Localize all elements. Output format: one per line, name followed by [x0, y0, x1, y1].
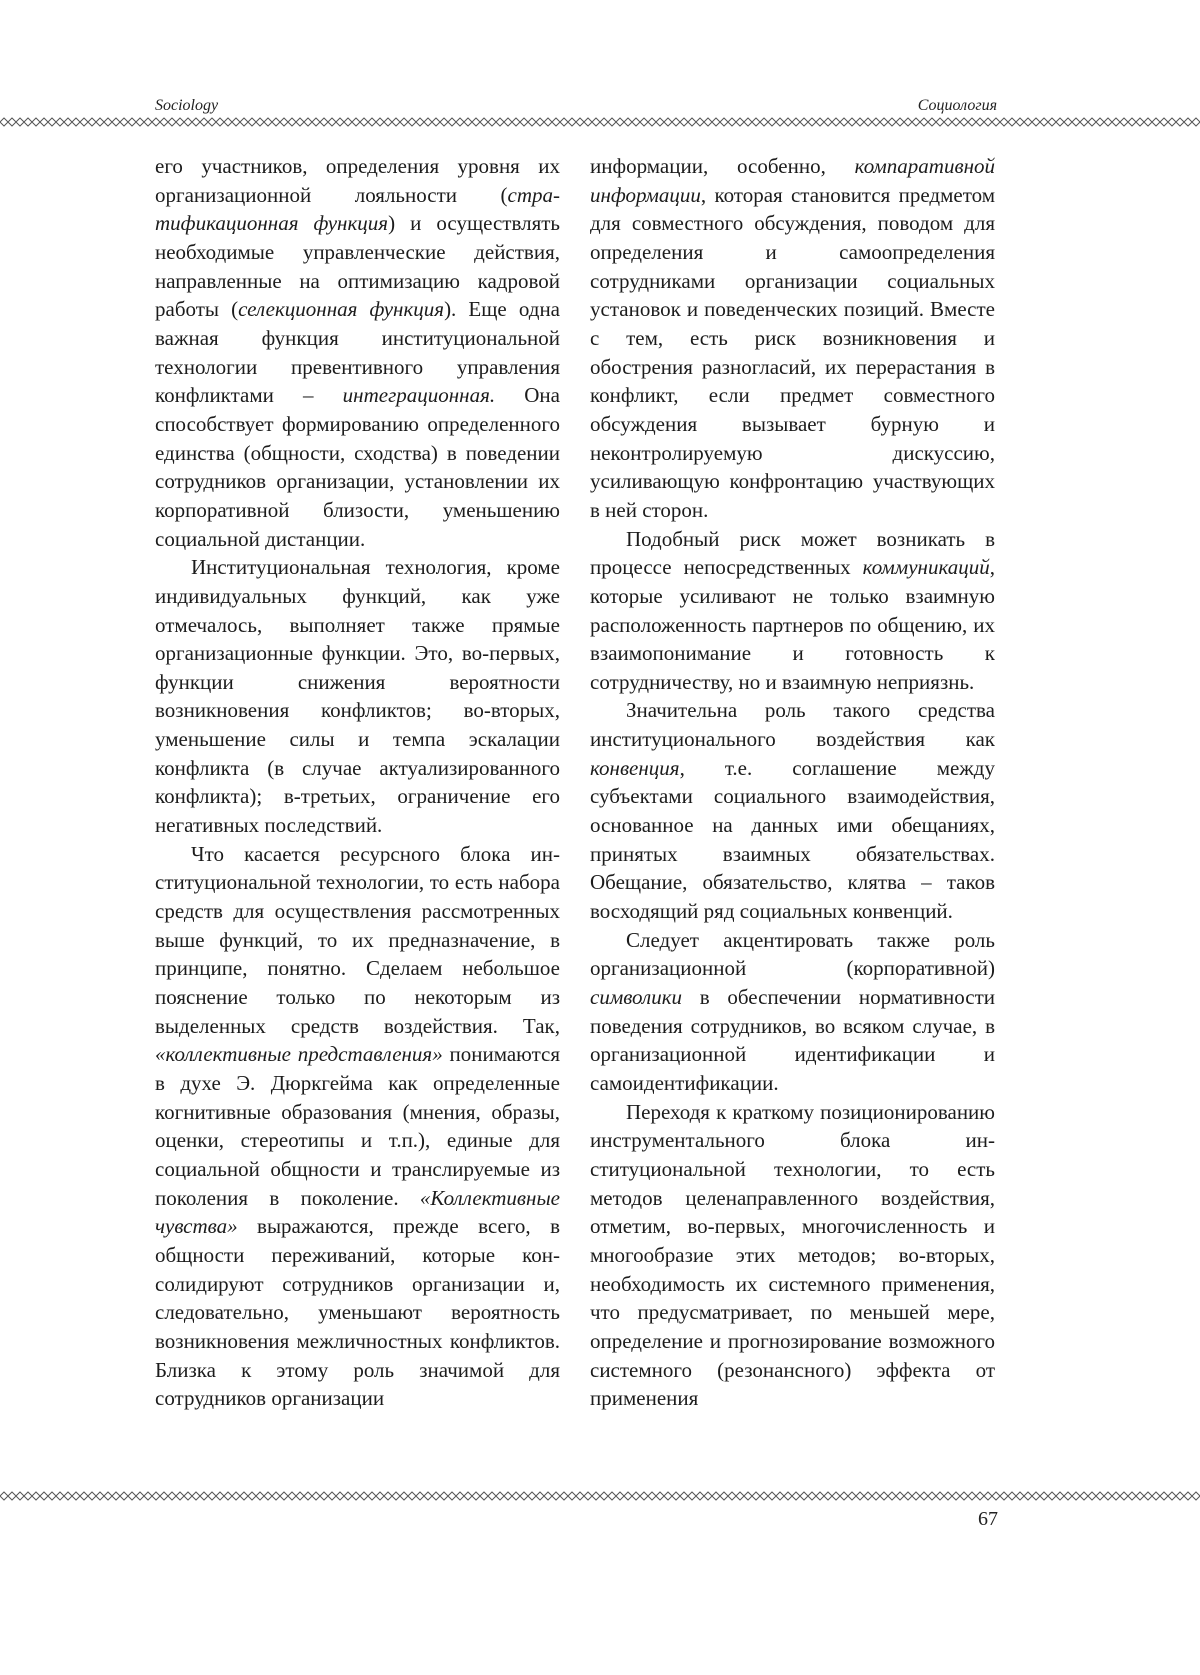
italic-term: компаративной информации — [590, 154, 995, 207]
paragraph — [590, 152, 995, 525]
italic-term: символики — [590, 985, 683, 1010]
bottom-ornament-border — [0, 1490, 1200, 1502]
text-run: , которые усиливают не только взаимную расположенность партнеров по общению, их взаимопонимание и готовность к сотрудничеству, но и взаимную неприязнь. — [590, 555, 995, 694]
top-ornament-border — [0, 116, 1200, 128]
text-run: , которая становится предметом для совместного обсуждения, поводом для определения и самоопределения сотрудниками организации социальных установок и поведенческих позиций. Вместе с тем, есть риск возникновения и обострения разногласий, их перерастания в конфликт, если предмет совместного обсуждения вызывает бурную и неконтролируемую дискуссию, усиливающую конфронтацию участвующих в ней сторон. — [590, 182, 995, 522]
italic-term: «коллективные представления» — [155, 1042, 443, 1067]
paragraph: Переходя к краткому позиционированию инструментального блока институциональной технологии, то есть методов целенаправленного воздействия, отметим, во-первых, многочисленность и многообразие этих методов; во-вторых, необходимость их системного применения, что предусматривает, по меньшей мере, определение и прогнозирование возможного системного (резонансного) эффекта от применения — [590, 1099, 995, 1411]
text-run: Что касается ресурсного блока институциональной технологии, то есть набора средств для осуществления рассмотренных выше функций, то их предназначение, в принципе, понятно. Сделаем небольшое пояснение только по некоторым из выделенных средств воздействия. Так, — [155, 841, 560, 1038]
text-run: понимаются в духе Э. Дюркгейма как определенные когнитивные образования (мнения, образы, оценки, стереотипы и т.п.), единые для социальной общности и транслируемые из поколения в поколение. — [155, 1042, 560, 1210]
italic-term: «Коллективные чувства» — [155, 1185, 560, 1239]
text-run: ). Еще одна важная функция институциональной технологии превентивного управления конфликтами – — [155, 297, 560, 408]
paragraph — [155, 840, 560, 1413]
italic-term: селекционная функция — [238, 297, 445, 322]
text-run: ) и осуществлять необходимые управленческие действия, направленные на оптимизацию кадровой работы ( — [155, 211, 560, 322]
text-run: Она способствует формированию определенного единства (общности, сходства) в поведении сотрудников организации, установлении их корпоративной близости, уменьшению социальной дистанции. — [155, 383, 560, 551]
paragraph — [155, 152, 560, 553]
left-column — [155, 152, 560, 1413]
right-column — [590, 152, 995, 1413]
text-run: его участников, определения уровня их организационной лояльности ( — [155, 154, 560, 207]
paragraph — [590, 525, 995, 697]
text-run: Подобный риск может возникать в процессе непосредственных — [590, 526, 995, 580]
text-run: в обеспечении нормативности поведения сотрудников, во всяком случае, в организационной идентификации и самоидентификации. — [590, 985, 995, 1095]
paragraph: Институциональная технология, кроме индивидуальных функций, как уже отмечалось, выполняет также прямые организационные функции. Это, во-первых, функции снижения вероятности возникновения конфликтов; во-вторых, уменьшение силы и темпа эскалации конфликта (в случае актуализированного конфликта); в-третьих, ограничение его негативных последствий. — [155, 555, 560, 838]
text-run: информации, особенно, — [590, 154, 855, 178]
text-run: выражаются, прежде всего, в общности переживаний, которые консолидируют сотрудников организации и, следовательно, уменьшают вероятность возникновения межличностных конфликтов. Близка к этому роль значимой для сотрудников организации — [155, 1214, 560, 1411]
text-run: , т.е. соглашение между субъектами социального взаимодействия, основанное на данных ими обещаниях, принятых взаимных обязательствах. Обещание, обязательство, клятва – таков восходящий ряд социальных конвенций. — [590, 755, 995, 924]
paragraph — [590, 696, 995, 925]
text-run: Следует акцентировать также роль организационной (корпоративной) — [590, 927, 995, 981]
italic-term: интеграционная. — [342, 383, 496, 408]
running-head-right: Социология — [917, 97, 997, 114]
running-head-left: Sociology — [155, 97, 219, 114]
text-run: Значительна роль такого средства институционального воздействия как — [590, 698, 995, 752]
paragraph — [590, 926, 995, 1098]
italic-term: стратификационная функция — [155, 182, 560, 236]
italic-term: коммуникаций — [862, 555, 990, 580]
italic-term: конвенция — [590, 755, 680, 780]
page-number: 67 — [978, 1508, 998, 1530]
